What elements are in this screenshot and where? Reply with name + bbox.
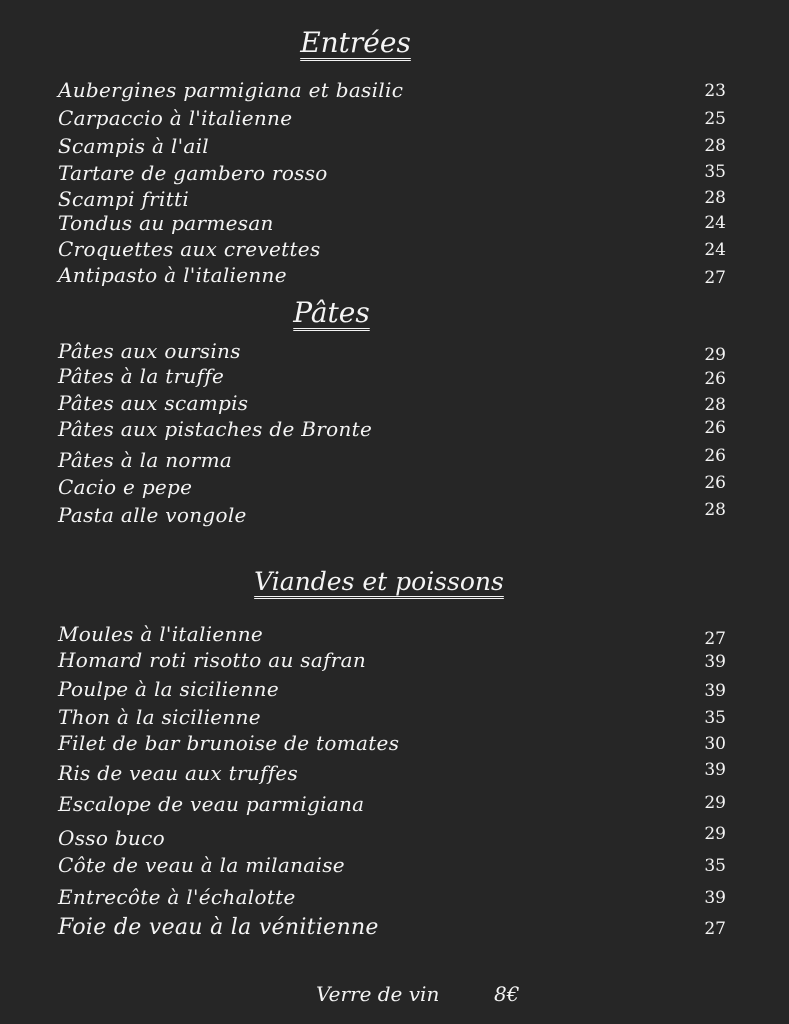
menu-item-price: 28 xyxy=(704,188,726,208)
menu-item: Pâtes à la truffe xyxy=(58,364,225,388)
menu-item-price: 28 xyxy=(704,136,726,156)
menu-item: Homard roti risotto au safran xyxy=(58,648,367,672)
menu-item: Scampis à l'ail xyxy=(58,134,210,158)
menu-item: Pasta alle vongole xyxy=(58,503,247,527)
menu-item: Tartare de gambero rosso xyxy=(58,161,328,185)
menu-item-price: 35 xyxy=(704,856,726,876)
menu-item: Ris de veau aux truffes xyxy=(58,761,299,785)
menu-item: Tondus au parmesan xyxy=(58,211,274,235)
menu-item-price: 39 xyxy=(704,652,726,672)
menu-item: Pâtes à la norma xyxy=(58,448,233,472)
menu-item: Pâtes aux scampis xyxy=(58,391,249,415)
menu-item-price: 28 xyxy=(704,500,726,520)
menu-item: Côte de veau à la milanaise xyxy=(58,853,345,877)
menu-item: Escalope de veau parmigiana xyxy=(58,792,365,816)
section-title-entrees: Entrées xyxy=(300,26,411,59)
menu-item: Filet de bar brunoise de tomates xyxy=(58,731,400,755)
menu-item: Scampi fritti xyxy=(58,187,190,211)
wine-glass-label: Verre de vin xyxy=(316,982,440,1006)
menu-item: Entrecôte à l'échalotte xyxy=(58,885,296,909)
menu-item-price: 24 xyxy=(704,240,726,260)
menu-item-price: 26 xyxy=(704,473,726,493)
menu-item-price: 26 xyxy=(704,446,726,466)
menu-item-price: 30 xyxy=(704,734,726,754)
menu-item-price: 24 xyxy=(704,213,726,233)
menu-item: Foie de veau à la vénitienne xyxy=(58,915,379,940)
menu-item-price: 27 xyxy=(704,629,726,649)
menu-item-price: 26 xyxy=(704,369,726,389)
menu-item: Carpaccio à l'italienne xyxy=(58,106,293,130)
menu-item-price: 35 xyxy=(704,708,726,728)
menu-item-price: 39 xyxy=(704,760,726,780)
menu-item-price: 35 xyxy=(704,162,726,182)
menu-item-price: 29 xyxy=(704,345,726,365)
menu-item-price: 39 xyxy=(704,888,726,908)
menu-item: Poulpe à la sicilienne xyxy=(58,677,280,701)
menu-item: Antipasto à l'italienne xyxy=(58,263,287,287)
menu-item-price: 29 xyxy=(704,793,726,813)
menu-item: Osso buco xyxy=(58,826,165,850)
menu-item-price: 25 xyxy=(704,109,726,129)
menu-item: Pâtes aux pistaches de Bronte xyxy=(58,417,373,441)
menu-item: Pâtes aux oursins xyxy=(58,339,241,363)
menu-item: Thon à la sicilienne xyxy=(58,705,261,729)
menu-item-price: 39 xyxy=(704,681,726,701)
wine-glass-price: 8€ xyxy=(494,982,520,1006)
menu-item: Aubergines parmigiana et basilic xyxy=(58,78,404,102)
menu-item-price: 23 xyxy=(704,81,726,101)
menu-item-price: 27 xyxy=(704,268,726,288)
menu-item: Croquettes aux crevettes xyxy=(58,237,321,261)
menu-item: Cacio e pepe xyxy=(58,475,193,499)
menu-item-price: 26 xyxy=(704,418,726,438)
section-title-viandes-poissons: Viandes et poissons xyxy=(254,567,504,596)
menu-item-price: 28 xyxy=(704,395,726,415)
section-title-pates: Pâtes xyxy=(293,296,370,329)
menu-item-price: 29 xyxy=(704,824,726,844)
menu-item-price: 27 xyxy=(704,919,726,939)
menu-item: Moules à l'italienne xyxy=(58,622,264,646)
